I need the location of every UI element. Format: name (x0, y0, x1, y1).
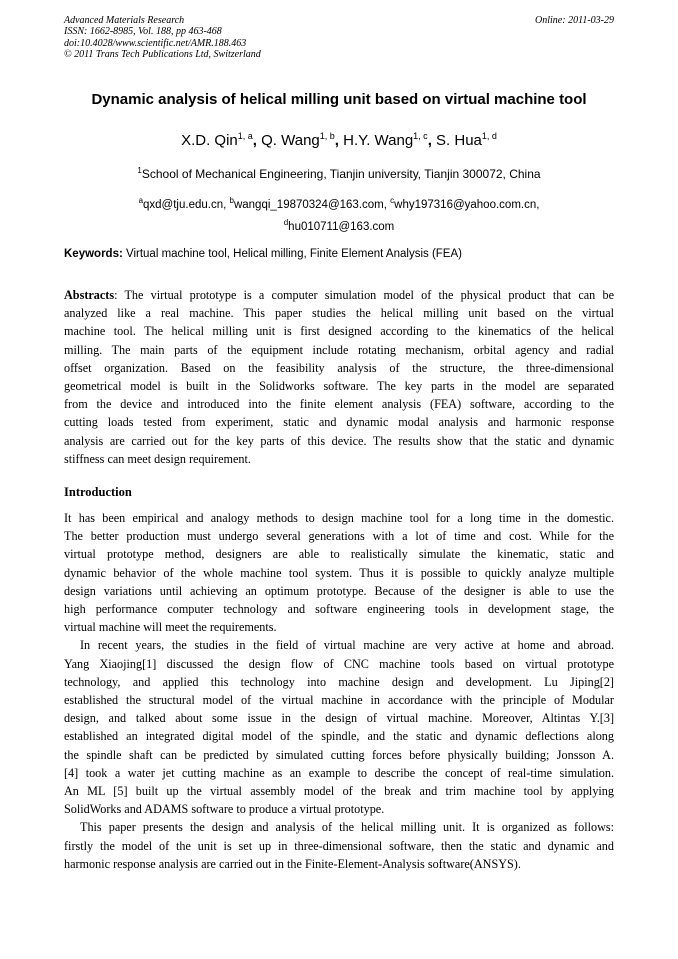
paper-title: Dynamic analysis of helical milling unit based on virtual machine tool (91, 91, 587, 108)
journal-name: Advanced Materials Research (64, 15, 185, 26)
abstract (64, 286, 614, 468)
abstract-line: offset organization. Based on the feasibility analysis of the structure, the three-dimensional (64, 360, 614, 375)
journal-header (64, 15, 614, 60)
author-sup: 1, b (319, 131, 335, 141)
affiliation-sup: 1 (137, 166, 142, 175)
abstract-line: from the device and introduced into the finite element analysis (FEA) software, according to the (64, 397, 614, 412)
abstract-label: Abstracts (64, 288, 115, 302)
author-sup: 1, d (481, 131, 497, 141)
intro-line: This paper presents the design and analysis of the helical milling unit. It is organized as follows: (80, 820, 614, 835)
intro-line: established an integrated digital model of the spindle, and the static and dynamic deflections along (64, 729, 614, 744)
author-name: X.D. Qin (181, 132, 238, 149)
intro-line: In recent years, the studies in the field of virtual machine are very active at home and abroad. (80, 638, 614, 653)
abstract-line: analysis are carried out for the key parts of this device. The results show that the static and dynamic (64, 433, 614, 448)
keywords (64, 248, 614, 260)
email-d[interactable]: hu010711@163.com (288, 220, 395, 233)
section-heading-introduction: Introduction (64, 485, 132, 499)
email-b[interactable]: wangqi_19870324@163.com, (233, 198, 391, 211)
intro-line: An ML [5] built up the virtual assembly model of the break and trim machine tool by applying (64, 784, 614, 799)
email-sup: a (138, 196, 144, 205)
abstract-line: analyzed like a real machine. This paper studies the helical milling unit based on the virtual (64, 306, 614, 321)
abstract-line: Abstracts: The virtual prototype is a computer simulation model of the physical product that can be (64, 288, 614, 302)
abstract-line: cutting loads tested from experiment, static and dynamic modal analysis and harmonic response (64, 415, 614, 430)
email-sup: b (229, 196, 234, 205)
author-name: S. Hua (436, 132, 482, 149)
author-name: Q. Wang (261, 132, 320, 149)
intro-line: dynamic behavior of the whole machine tool system. Thus it is possible to quickly analyze multiple (64, 565, 614, 580)
online-date: Online: 2011-03-29 (535, 15, 614, 26)
intro-line: established the structural model of the virtual machine in accordance with the principle of Modular (64, 693, 614, 708)
abstract-line: geometrical model is built in the Solidworks software. The key parts in the model are separated (64, 379, 614, 394)
intro-line: The better production must undergo several generations with a lot of time and cost. While for the (64, 529, 614, 544)
email-sup: c (390, 196, 395, 205)
affiliation (0, 166, 678, 181)
intro-line: It has been empirical and analogy methods to design machine tool for a long time in the domestic. (64, 511, 614, 525)
intro-line: SolidWorks and ADAMS software to produce a virtual prototype. (64, 802, 385, 817)
author-sup: 1, c (413, 131, 428, 141)
issn-line: ISSN: 1662-8985, Vol. 188, pp 463-468 (64, 26, 222, 38)
intro-line: [4] took a water jet cutting machine as an example to describe the concept of real-time simulation. (64, 765, 614, 780)
intro-line: the spindle shaft can be predicted by simulated cutting forces before physically building; Jonsson A. (64, 747, 614, 762)
intro-line: high performance computer technology and software engineering tools in development stage, the (64, 602, 614, 617)
keywords-text: Virtual machine tool, Helical milling, Finite Element Analysis (FEA) (122, 248, 462, 260)
author-list: X.D. Qin$^{1, a}$, Q. Wang$^{1, b}$, H.Y. Wang$^{1, c}$, S. Hua$^{1, d}$ (181, 131, 497, 149)
affiliation-text: School of Mechanical Engineering, Tianjin university, Tianjin 300072, China (141, 167, 541, 181)
intro-line: design variations until achieving an optimum prototype. Because of the designer is able to use the (64, 583, 614, 598)
author-sup: 1, a (237, 131, 253, 141)
email-a[interactable]: qxd@tju.edu.cn, (143, 198, 230, 211)
intro-line: technology, and applied this technology into machine design and development. Lu Jiping[2] (64, 674, 614, 689)
intro-line: virtual machine will meet the requirements. (64, 620, 277, 635)
intro-line: virtual prototype method, designers are able to realistically simulate the kinematic, static and (64, 547, 614, 562)
author-emails (0, 192, 678, 236)
intro-line: harmonic response analysis are carried out in the Finite-Element-Analysis software(ANSYS). (64, 856, 521, 871)
abstract-line: milling. The main parts of the equipment include rotating mechanism, orbital agency and radial (64, 342, 614, 357)
doi-line: doi:10.4028/www.scientific.net/AMR.188.463 (64, 37, 247, 49)
intro-line: firstly the model of the unit is set up in three-dimensional software, then the static and dynamic and (64, 838, 614, 853)
intro-line: design, and talked about some issue in the design of virtual machine. Moreover, Altintas Y.[3] (64, 711, 614, 726)
abstract-line: machine tool. The helical milling unit is first designed according to the kinematics of the helical (64, 324, 614, 339)
copyright-line: © 2011 Trans Tech Publications Ltd, Switzerland (64, 48, 261, 60)
keywords-label: Keywords: (64, 248, 123, 260)
email-c[interactable]: why197316@yahoo.com.cn, (394, 198, 540, 211)
introduction-body (64, 509, 614, 873)
abstract-line: stiffness can meet design requirement. (64, 451, 251, 466)
author-name: H.Y. Wang (343, 132, 414, 149)
email-sup: d (283, 217, 289, 227)
intro-line: Yang Xiaojing[1] discussed the design flow of CNC machine tools based on virtual prototype (64, 656, 614, 671)
